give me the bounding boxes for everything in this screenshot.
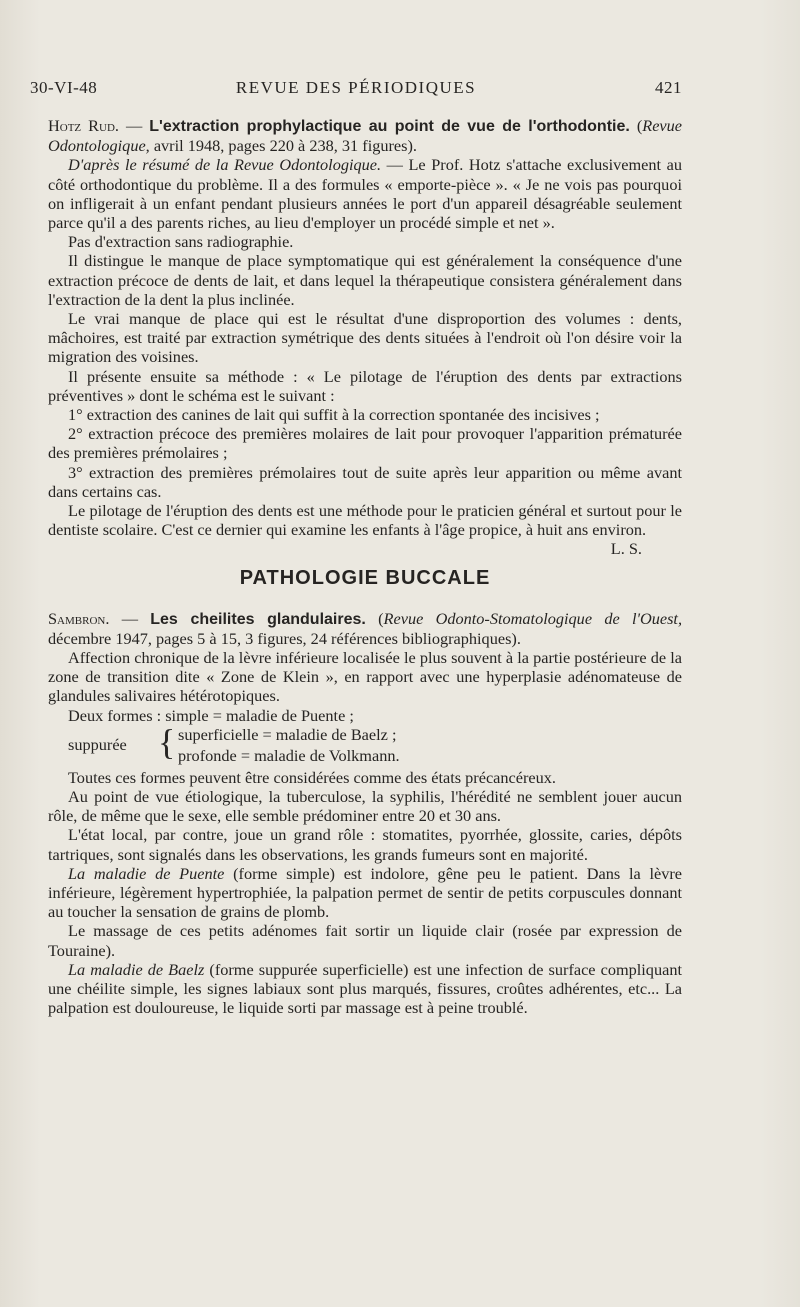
entry2-puente-text: (forme simple) est indolore, gêne peu le patient. Dans la lèvre inférieure, légèrement hypertrophiée, la palpation permet de sentir de petits corpuscules donnant au toucher la sensation de grains de plomb.: [48, 863, 682, 922]
entry2-puente-title: La maladie de Puente: [68, 863, 225, 883]
entry1-para-2: Il distingue le manque de place symptomatique qui est généralement la conséquence d'une extraction précoce de dents de lait, et dans lequel la thérapeutique consistera généralement dans l'extraction de la dent la plus inclinée.: [48, 251, 682, 309]
header-title: REVUE DES PÉRIODIQUES: [235, 78, 477, 97]
forms-list: [48, 706, 682, 768]
entry2-source-rest: décembre 1947, pages 5 à 15, 3 figures, 24 références bibliographiques).: [48, 628, 521, 648]
entry1-para-8: Le pilotage de l'éruption des dents est une méthode pour le praticien général et surtout pour le dentiste scolaire. C'est ce dernier qui examine les enfants à l'âge propice, à huit ans environ.: [48, 501, 682, 540]
entry2-author: Sambron.: [48, 608, 110, 628]
entry1-item-1: 1° extraction des canines de lait qui suffit à la correction spontanée des incisives ;: [68, 405, 600, 425]
entry2-title: Les cheilites glandulaires.: [150, 610, 366, 628]
entry1-item-2: 2° extraction précoce des premières molaires de lait pour provoquer l'apparition prématurée des premières prémolaires ;: [48, 424, 682, 463]
entry2-source-journal: Revue Odonto-Stomatologique de l'Ouest,: [383, 608, 683, 628]
brace-icon: {: [158, 721, 176, 762]
entry1-intro: D'après le résumé de la Revue Odontologique.: [68, 155, 382, 175]
entry2-source-open: (: [365, 608, 384, 628]
entry2-para-4: L'état local, par contre, joue un grand rôle : stomatites, pyorrhée, glossite, caries, dépôts tartriques, sont signalés dans les observations, les grands fumeurs sont en majorité.: [48, 825, 682, 864]
entry1-para-0: — Le Prof. Hotz s'attache exclusivement au côté orthodontique du problème. Il a des formules « emporte-pièce ». « Je ne vois pas pourquoi on infligerait à un enfant pendant plusieurs années le port d'un appareil désagréable seulement parce qu'il a des parents riches, au lieu d'employer un procédé simple et net ».: [48, 155, 682, 233]
article-body: [48, 116, 682, 1017]
entry1-source-rest: avril 1948, pages 220 à 238, 31 figures).: [149, 136, 417, 156]
entry2-para-2: Toutes ces formes peuvent être considérées comme des états précancéreux.: [68, 767, 556, 787]
section-heading: PATHOLOGIE BUCCALE: [239, 567, 491, 590]
entry2-baelz-title: La maladie de Baelz: [68, 959, 205, 979]
entry1-heading: [48, 116, 682, 155]
forms-superficielle: superficielle = maladie de Baelz ;: [178, 724, 397, 744]
entry2-para-3: Au point de vue étiologique, la tuberculose, la syphilis, l'hérédité ne semblent jouer aucun rôle, de même que le sexe, elle semble prédominer entre 20 et 30 ans.: [48, 786, 682, 826]
page-number: 421: [655, 78, 682, 97]
entry1-para-3: Le vrai manque de place qui est le résultat d'une disproportion des volumes : dents, mâchoires, est traité par extraction symétrique des dents situées à l'endroit où l'on désire voir la migration des voisines.: [48, 309, 682, 367]
entry2-baelz: [48, 960, 682, 1018]
header-date: 30-VI-48: [30, 78, 98, 97]
entry1-summary: [48, 155, 682, 232]
entry1-signature: L. S.: [610, 539, 642, 559]
entry2-para-1: Affection chronique de la lèvre inférieure localisée le plus souvent à la partie postérieure de la zone de transition dite « Zone de Klein », en rapport avec une hyperplasie adénomateuse de glandules salivaires hétérotopiques.: [48, 648, 682, 706]
forms-line: Deux formes : simple = maladie de Puente ;: [68, 705, 354, 725]
forms-profonde: profonde = maladie de Volkmann.: [178, 745, 400, 765]
entry1-author: Hotz Rud.: [48, 116, 119, 135]
entry2-puente: [48, 864, 682, 922]
entry1-para-1: Pas d'extraction sans radiographie.: [68, 232, 294, 252]
entry2-baelz-text: (forme suppurée superficielle) est une infection de surface compliquant une chéilite simple, les signes labiaux sont plus marqués, fissures, croûtes adhérentes, etc... La palpation est douloureuse, le liquide sorti par massage est à peine troublé.: [48, 959, 682, 1018]
entry1-para-4: Il présente ensuite sa méthode : « Le pilotage de l'éruption des dents par extractions préventives » dont le schéma est le suivant :: [48, 366, 682, 405]
entry2-heading: [48, 609, 682, 648]
entry1-item-3: 3° extraction des premières prémolaires tout de suite après leur apparition ou même avant dans certains cas.: [48, 462, 682, 501]
entry1-source-journal: Revue Odontologique,: [48, 116, 683, 156]
entry1-title: L'extraction prophylactique au point de vue de l'orthodontie.: [149, 118, 630, 135]
entry2-massage: Le massage de ces petits adénomes fait sortir un liquide clair (rosée par expression de Touraine).: [48, 921, 682, 960]
entry1-conclusion: [48, 501, 682, 559]
entry2-dash: —: [109, 608, 151, 628]
entry1-source-open: (: [636, 116, 643, 135]
forms-suppuree: suppurée: [68, 734, 127, 754]
entry1-dash: —: [118, 116, 150, 135]
